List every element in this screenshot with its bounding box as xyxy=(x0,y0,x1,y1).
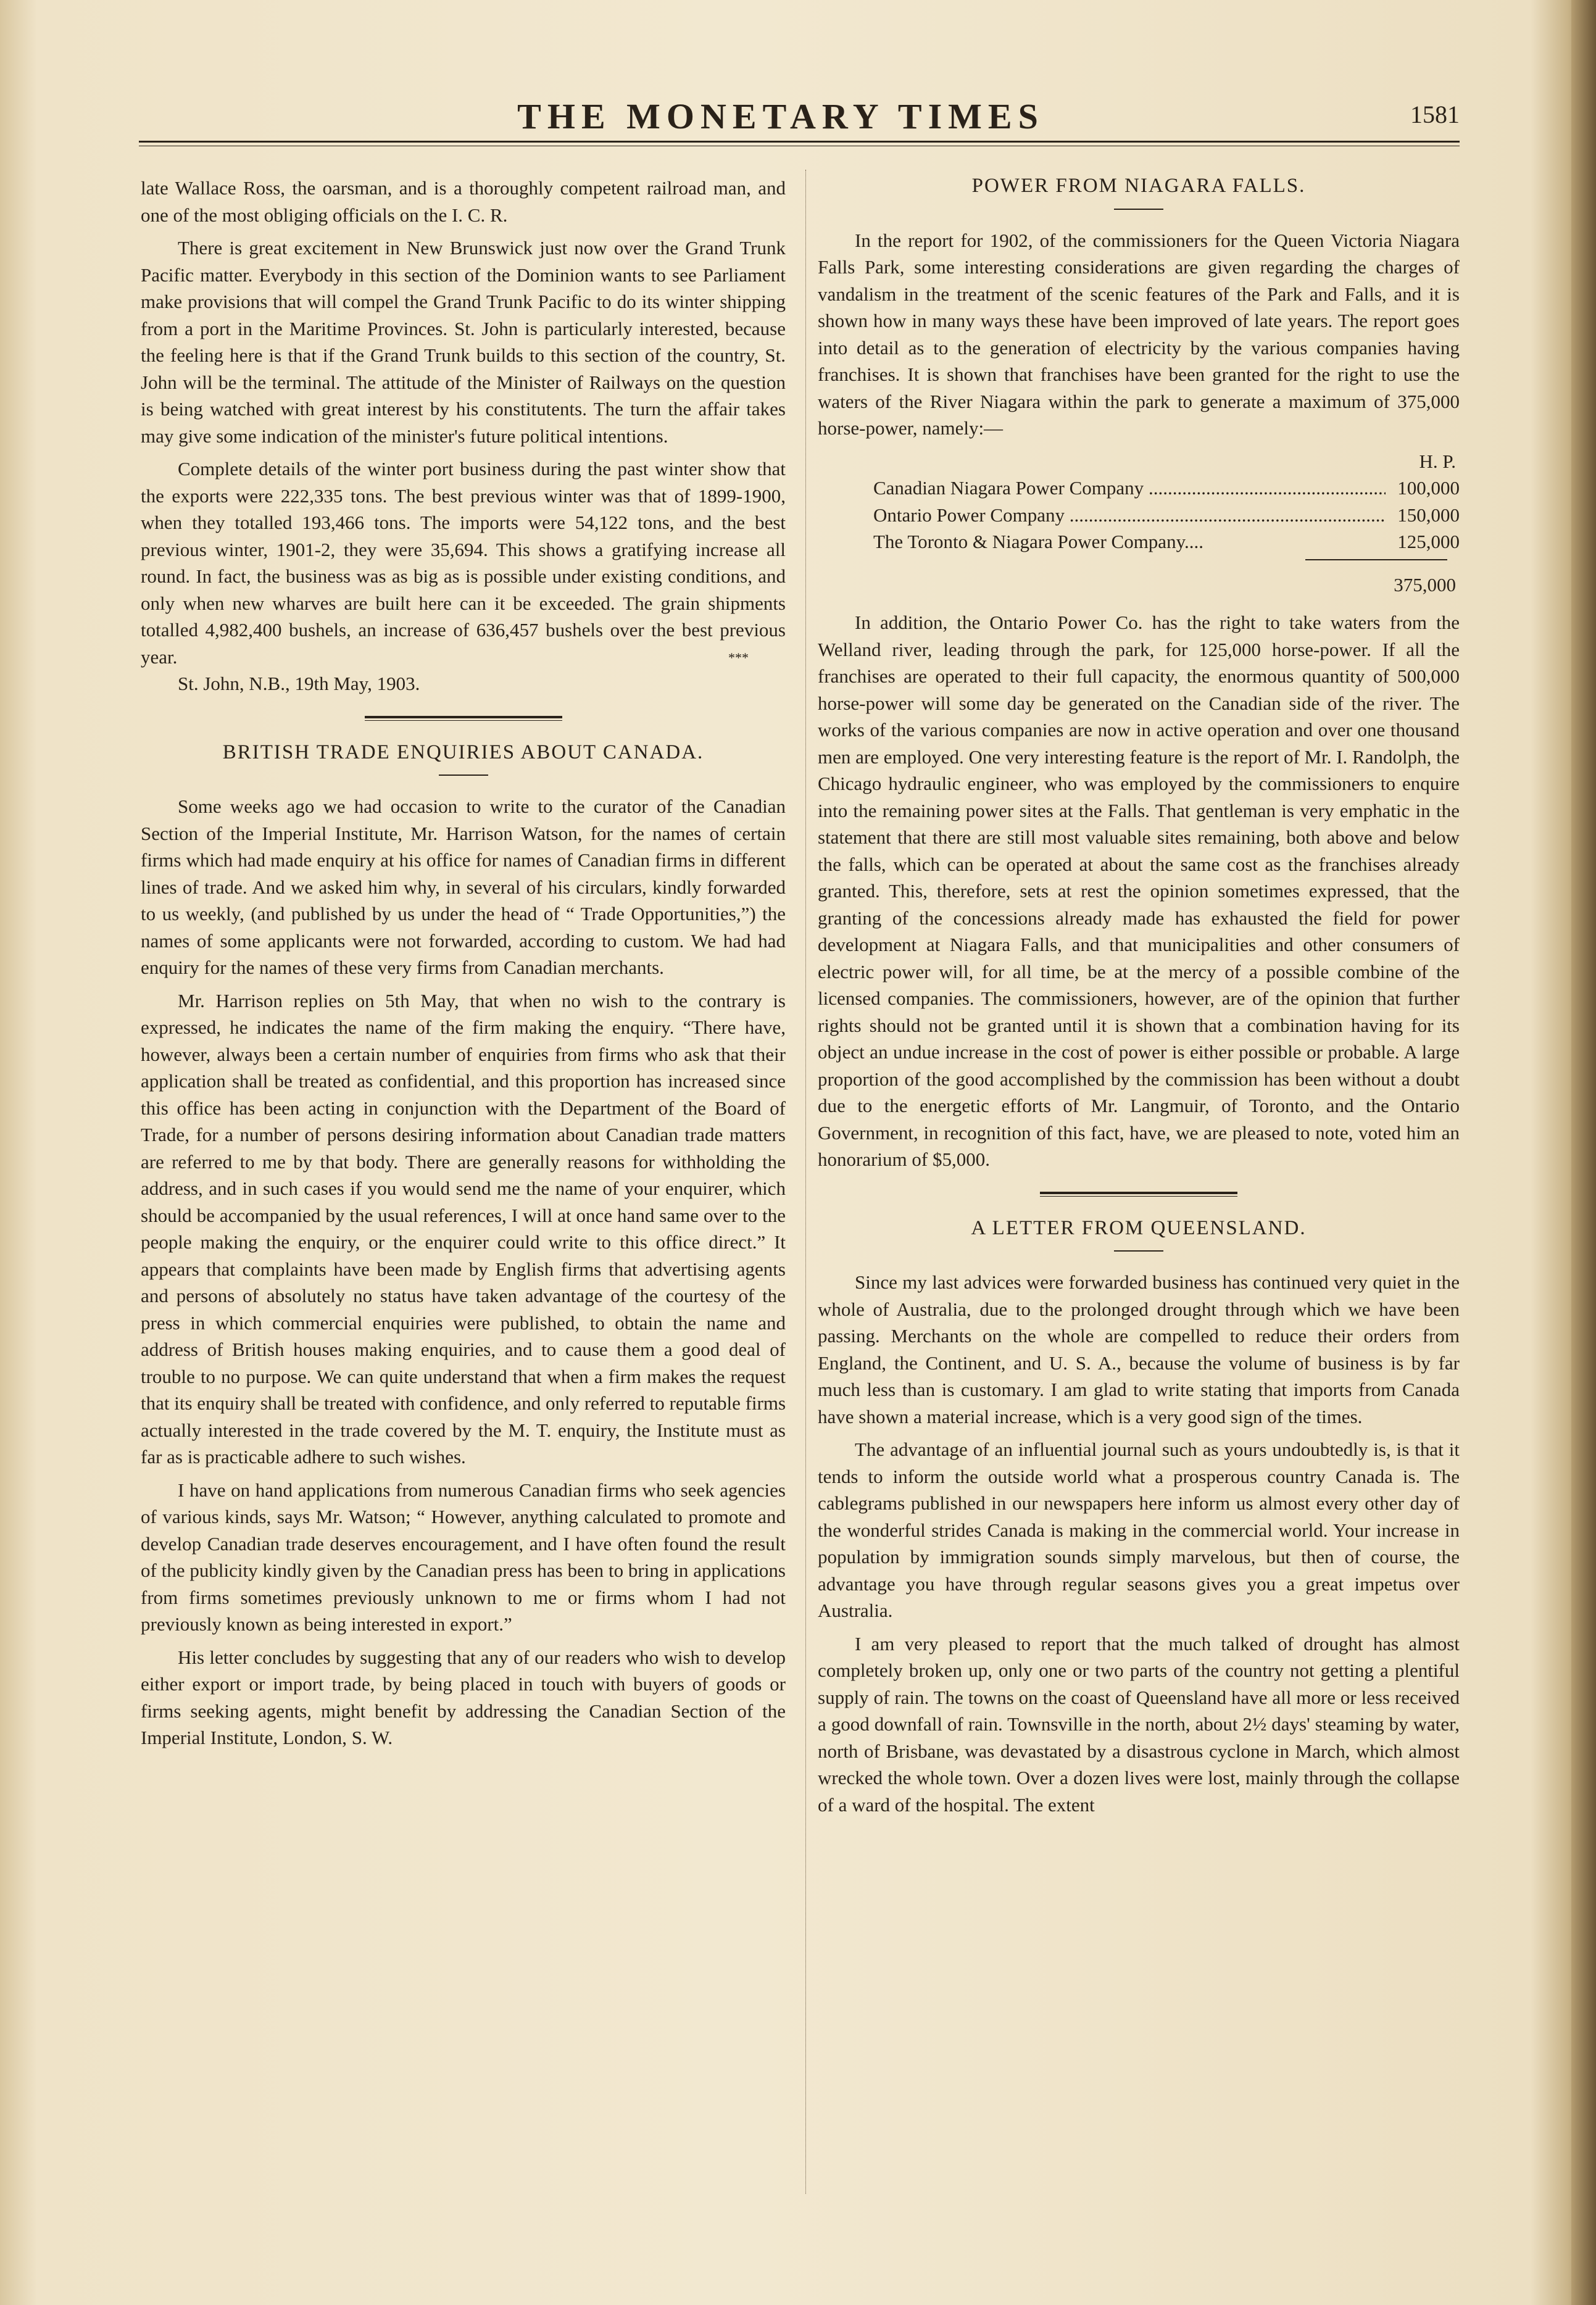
right-column xyxy=(818,173,1460,1824)
paragraph: There is great excitement in New Brunswick just now over the Grand Trunk Pacific matter. Everybody in this section of the Dominion wants to see Parliament make provisions that will compel the Grand Trunk Pacific to do its winter shipping from a port in the Maritime Provinces. St. John is particularly interested, because the feeling here is that if the Grand Trunk builds to this section of the country, St. John will be the terminal. The attitude of the Minister of Railways on the question is being watched with great interest by his constitutents. The turn the affair takes may give some indication of the minister's future political intentions. xyxy=(141,237,786,447)
horsepower-value: 150,000 xyxy=(1397,504,1460,526)
masthead xyxy=(139,93,1460,136)
section-stars: *** xyxy=(728,650,749,665)
heading-rule xyxy=(439,775,488,776)
paragraph: I am very pleased to report that the much talked of drought has almost completely broken up, only one or two parts of the country not getting a plentiful supply of rain. The towns on the coast of Queensland have all more or less received a good downfall of rain. Townsville in the north, about 2½ days' steaming by water, north of Brisbane, was devastated by a disastrous cyclone in March, which almost wrecked the whole town. Over a dozen lives were lost, mainly through the collapse of a ward of the hospital. The extent xyxy=(818,1632,1460,1816)
table-unit-header: H. P. xyxy=(1419,450,1456,472)
masthead-rule xyxy=(139,141,1460,143)
paragraph: His letter concludes by suggesting that any of our readers who wish to develop either export or import trade, by being placed in touch with buyers of goods or firms seeking agents, might benefit by addressing the Canadian Section of the Imperial Institute, London, S. W. xyxy=(141,1646,786,1748)
page-binding-edge xyxy=(1571,0,1596,2305)
paragraph: Some weeks ago we had occasion to write to the curator of the Canadian Section of the Imperial Institute, Mr. Harrison Watson, for the names of certain firms which had made enquiry at his office for names of Canadian firms in different lines of trade. And we asked him why, in several of his circulars, kindly forwarded to us weekly, (and published by us under the head of “ Trade Opportunities,”) the names of some applicants were not forwarded, according to custom. We had had enquiry for the names of these very firms from Canadian merchants. xyxy=(141,795,786,978)
company-name: Canadian Niagara Power Company ..... xyxy=(873,475,1386,502)
paragraph: Complete details of the winter port business during the past winter show that the exports were 222,335 tons. The best previous winter was that of 1899-1900, when they totalled 193,466 tons. The imports were 54,122 tons, and the best previous winter, 1901-2, they were 35,694. This shows a gratifying increase all round. In fact, the business was as big as is possible under existing conditions, and only when new wharves are built here can it be exceeded. The grain shipments totalled 4,982,400 bushels, an increase of 636,457 bushels over the best previous year. xyxy=(141,458,786,668)
horsepower-table xyxy=(818,448,1460,599)
paragraph: In addition, the Ontario Power Co. has the right to take waters from the Welland river, leading through the park, for 125,000 horse-power. If all the franchises are operated to their full capacity, the enormous quantity of 500,000 horse-power will some day be generated on the Canadian side of the river. The works of the various companies are now in active operation and over one thousand men are employed. One very interesting feature is the report of Mr. I. Randolph, the Chicago hydraulic engineer, who was employed by the commissioners to enquire into the remaining power sites at the Falls. That gentleman is very emphatic in the statement that there are still most valuable sites remaining, both above and below the falls, which can be operated at about the same cost as the franchises already granted. This, therefore, sets at rest the opinion sometimes expressed, that the granting of the concessions already made has exhausted the field for power development at Niagara Falls, and that municipalities and other consumers of electric power will, for all time, be at the mercy of a possible combine of the licensed companies. The commissioners, however, are of the opinion that further rights should not be granted until it is shown that a combination having for its object an undue increase in the cost of power is either possible or probable. A large proportion of the good accomplished by the commission has been without a doubt due to the energetic efforts of Mr. Langmuir, of Toronto, and the Ontario Government, in recognition of this fact, have, we are pleased to note, voted him an honorarium of $5,000. xyxy=(818,612,1460,1170)
article-divider xyxy=(1040,1192,1237,1197)
heading-rule xyxy=(1114,1250,1163,1252)
page-number: 1581 xyxy=(1410,101,1460,128)
paragraph: Mr. Harrison replies on 5th May, that when no wish to the contrary is expressed, he indicates the name of the firm making the enquiry. “There have, however, always been a certain number of enquiries from firms who ask that their application shall be treated as confidential, and this proportion has increased since this office has been acting in conjunction with the Department of the Board of Trade, for a number of persons desiring information about Canadian trade matters are referred to me by that body. There are generally reasons for withholding the address, and in such cases if you would send me the name of your enquirer, which should be accompanied by the usual references, I will at once hand same over to the people making the enquiry, or the enquirer could write to this office direct.” It appears that complaints have been made by English firms that advertising agents and persons of absolutely no status have taken advantage of the courtesy of the press in which commercial enquiries were published, to obtain the name and address of British houses making enquiries, and to cause them a good deal of trouble to no purpose. We can quite understand that when a firm makes the request that its enquiry shall be treated with confidence, and only referred to reputable firms actually interested in the trade covered by the M. T. enquiry, the Institute must as far as is practicable adhere to such wishes. xyxy=(141,989,786,1468)
article-divider xyxy=(365,716,562,721)
paragraph: In the report for 1902, of the commissioners for the Queen Victoria Niagara Falls Park, some interesting considerations are given regarding the charges of vandalism in the treatment of the scenic features of the Park and Falls, and it is shown how in many ways these have been improved of late years. The report goes into detail as to the generation of electricity by the various companies having franchises. It is shown that franchises have been granted for the right to use the waters of the River Niagara within the park to generate a maximum of 375,000 horse-power, namely:— xyxy=(818,229,1460,439)
horsepower-value: 125,000 xyxy=(1397,531,1460,552)
article-heading: BRITISH TRADE ENQUIRIES ABOUT CANADA. xyxy=(222,741,704,763)
paragraph: Since my last advices were forwarded business has continued very quiet in the whole of Australia, due to the prolonged drought through which we have been passing. Merchants on the whole are compelled to reduce their orders from England, the Continent, and U. S. A., because the volume of business is by far much less than is customary. I am glad to write stating that imports from Canada have shown a material increase, which is a very good sign of the times. xyxy=(818,1271,1460,1427)
publication-title: THE MONETARY TIMES xyxy=(517,96,1044,136)
company-name: Ontario Power Company ..... xyxy=(873,502,1386,529)
table-row xyxy=(818,502,1460,529)
paragraph: late Wallace Ross, the oarsman, and is a thoroughly competent railroad man, and one of the most obliging officials on the I. C. R. xyxy=(141,177,786,226)
article-heading: A LETTER FROM QUEENSLAND. xyxy=(971,1216,1307,1239)
table-row xyxy=(818,475,1460,502)
column-separator xyxy=(805,170,806,2194)
horsepower-value: 100,000 xyxy=(1397,477,1460,499)
dateline: St. John, N.B., 19th May, 1903. xyxy=(178,673,420,694)
table-row xyxy=(818,528,1460,555)
paragraph: I have on hand applications from numerous Canadian firms who seek agencies of various kinds, says Mr. Watson; “ However, anything calculated to promote and develop Canadian trade deserves encouragement, and I have often found the result of the publicity kindly given by the Canadian press has been to bring in applications from firms sometimes previously unknown to me or firms whom I had not previously known as being interested in export.” xyxy=(141,1479,786,1635)
company-name: The Toronto & Niagara Power Company.... xyxy=(873,531,1204,552)
left-column xyxy=(141,175,786,1758)
table-total-rule xyxy=(1305,559,1447,560)
paragraph: The advantage of an influential journal such as yours undoubtedly is, is that it tends to inform the outside world what a prosperous country Canada is. The cablegrams published in our newspapers here inform us almost every other day of the wonderful strides Canada is making in the commercial world. Your increase in population by immigration sounds simply marvelous, but then of course, the advantage you have through regular seasons gives you a great impetus over Australia. xyxy=(818,1439,1460,1621)
heading-rule xyxy=(1114,209,1163,210)
table-total: 375,000 xyxy=(1394,573,1456,596)
article-heading: POWER FROM NIAGARA FALLS. xyxy=(971,175,1306,197)
